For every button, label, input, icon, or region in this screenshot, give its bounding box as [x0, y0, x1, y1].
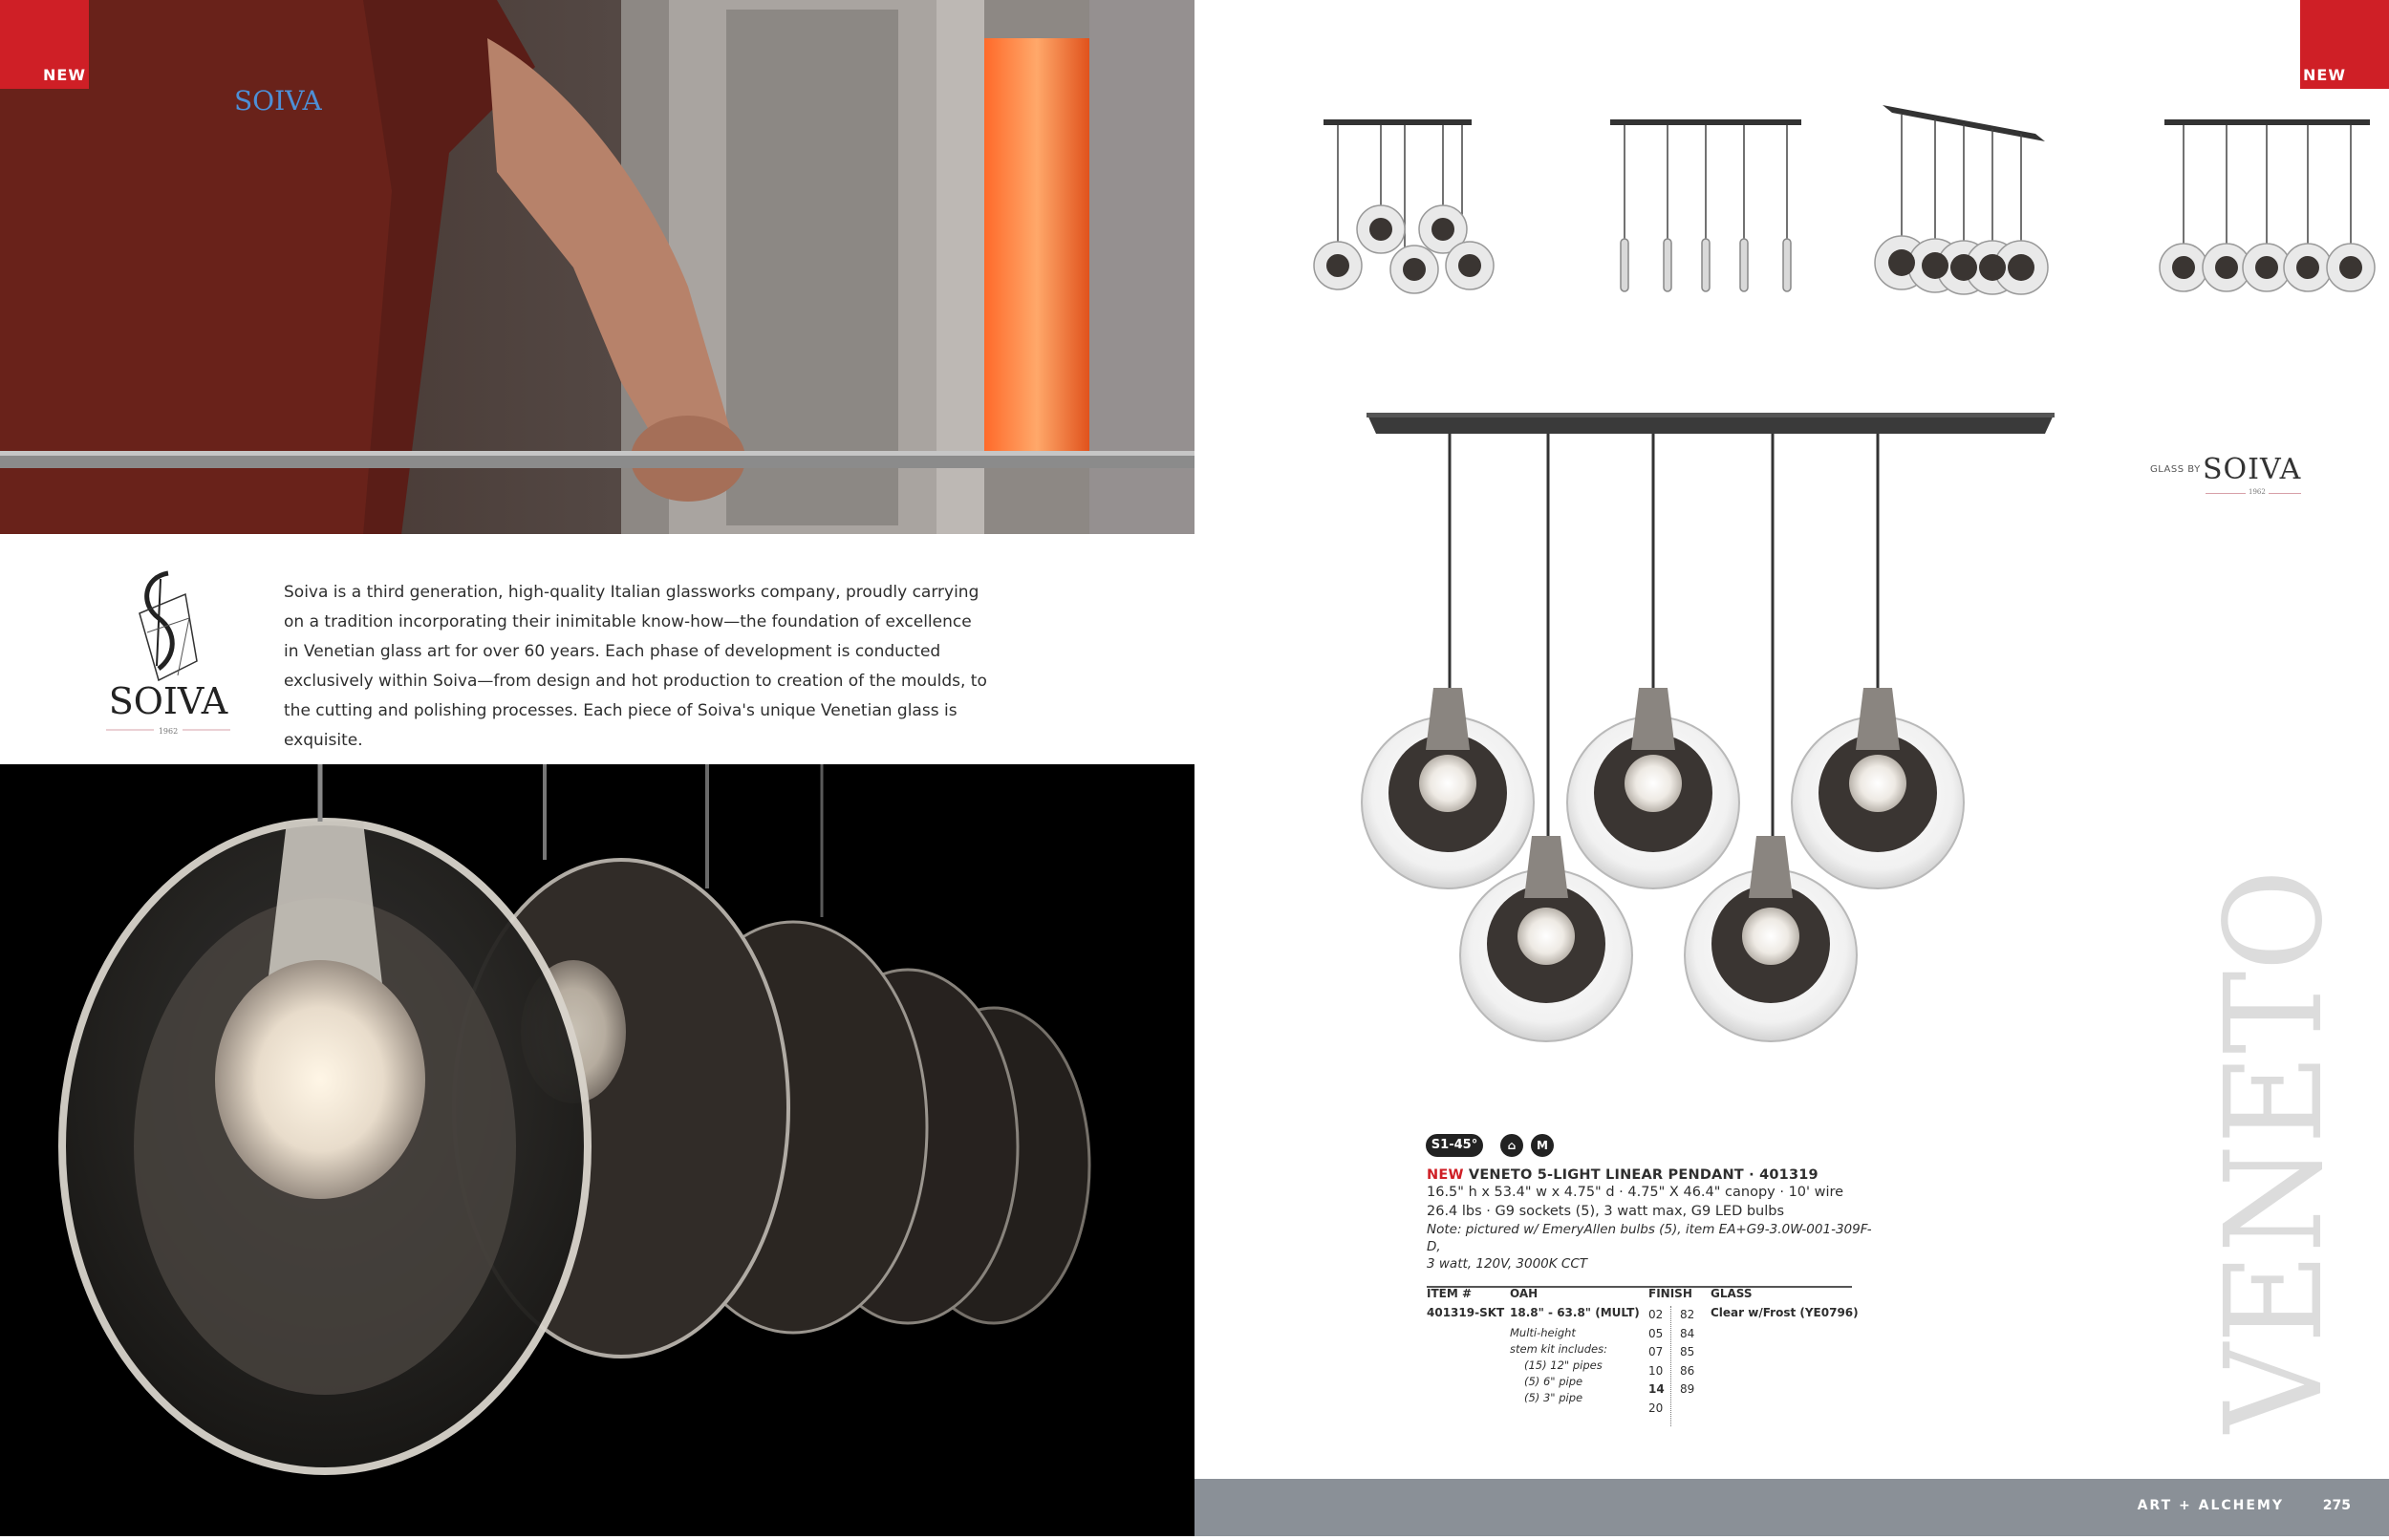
glass-by-year: 1962 [2246, 488, 2269, 496]
product-specs: 26.4 lbs · G9 sockets (5), 3 watt max, G9 LED bulbs [1427, 1204, 1785, 1219]
product-info [1427, 1167, 1876, 1288]
finish-code: 89 [1680, 1382, 1695, 1396]
glassblower-photo [0, 0, 1194, 534]
spec-glass-value: Clear w/Frost (YE0796) [1711, 1306, 1859, 1319]
brand-description: Soiva is a third generation, high-quality Italian glassworks company, proudly carrying on a tradition incorporating their inimitable know-how—the foundation of excellence in Venetian glass art for over 60 years. Each phase of development is conducted exclusively within Soiva—from design and hot production to creation of the moulds, to the cutting and polishing processes. Each piece of Soiva's unique Venetian glass is exquisite. [284, 583, 987, 750]
collection-name: VENETO [2197, 824, 2353, 1433]
finish-codes-col1 [1648, 1306, 1665, 1418]
spec-oah-value: 18.8" - 63.8" (MULT) [1510, 1306, 1640, 1319]
spec-header-oah: OAH [1510, 1287, 1539, 1300]
oah-note-0: Multi-height [1510, 1326, 1576, 1339]
finish-code: 85 [1680, 1345, 1695, 1358]
pendant-closeup-photo [0, 764, 1194, 1536]
new-badge-left [0, 0, 89, 89]
glass-by-prefix: GLASS BY [2150, 464, 2201, 475]
finish-code: 02 [1648, 1308, 1664, 1321]
soiva-logo [101, 566, 235, 738]
oah-note-4: (5) 3" pipe [1524, 1391, 1583, 1404]
finish-code-pictured: 14 [1648, 1382, 1665, 1396]
spec-item-number: 401319-SKT [1427, 1306, 1505, 1319]
soiva-logo-name: SOIVA [108, 680, 228, 722]
spec-header-glass: GLASS [1711, 1287, 1753, 1300]
finish-code: 86 [1680, 1363, 1695, 1378]
variant-thumb-angled[interactable] [1863, 105, 2093, 306]
finish-code: 07 [1648, 1345, 1664, 1358]
glass-by-soiva [2150, 453, 2313, 506]
product-title: VENETO 5-LIGHT LINEAR PENDANT · 401319 [1468, 1167, 1819, 1183]
shirt-logo-text: SOIVA [234, 85, 322, 117]
page-footer [1194, 1479, 2389, 1536]
oah-note-2: (15) 12" pipes [1524, 1358, 1603, 1372]
pendant-1 [1362, 688, 1534, 888]
glass-by-brand: SOIVA [2203, 453, 2302, 486]
pendant-5 [1792, 688, 1964, 888]
soiva-logo-year: 1962 [158, 727, 179, 736]
product-new-label: NEW [1427, 1167, 1464, 1183]
variant-thumb-staggered[interactable] [1300, 105, 1519, 306]
collection-name-vertical [2197, 824, 2353, 1433]
new-badge-right [2300, 0, 2389, 89]
spec-header-finish: FINISH [1648, 1287, 1692, 1300]
finish-code: 10 [1648, 1363, 1664, 1378]
hero-pendant-image [1367, 401, 2150, 1070]
right-page [1194, 0, 2389, 1536]
spec-header-item: ITEM # [1427, 1287, 1473, 1300]
finish-code: 84 [1680, 1326, 1695, 1340]
variant-thumb-edge[interactable] [1596, 105, 1816, 306]
left-page [0, 0, 1194, 1536]
finish-codes-col2 [1680, 1306, 1694, 1400]
rating-badge: S1-45° [1426, 1134, 1483, 1157]
oah-note-3: (5) 6" pipe [1524, 1375, 1583, 1388]
oah-note-1: stem kit includes: [1510, 1342, 1607, 1356]
finish-code: 20 [1648, 1401, 1664, 1415]
new-badge-right-label: NEW [2303, 66, 2346, 84]
variant-thumb-straight[interactable] [2150, 105, 2379, 306]
product-dimensions: 16.5" h x 53.4" w x 4.75" d · 4.75" X 46.4" canopy · 10' wire [1427, 1185, 1844, 1200]
damp-location-icon: ⌂ [1500, 1134, 1523, 1157]
new-badge-left-label: NEW [43, 66, 86, 84]
product-note-2: 3 watt, 120V, 3000K CCT [1427, 1256, 1587, 1272]
product-note-1: Note: pictured w/ EmeryAllen bulbs (5), item EA+G9-3.0W-001-309F-D, [1427, 1222, 1872, 1254]
brand-block [0, 534, 1194, 764]
finish-code: 82 [1680, 1308, 1695, 1321]
footer-section-label: ART + ALCHEMY [2137, 1498, 2284, 1513]
page-number: 275 [2322, 1498, 2351, 1513]
finish-code: 05 [1648, 1326, 1664, 1340]
multi-height-icon: M [1531, 1134, 1554, 1157]
pendant-3 [1567, 688, 1739, 888]
